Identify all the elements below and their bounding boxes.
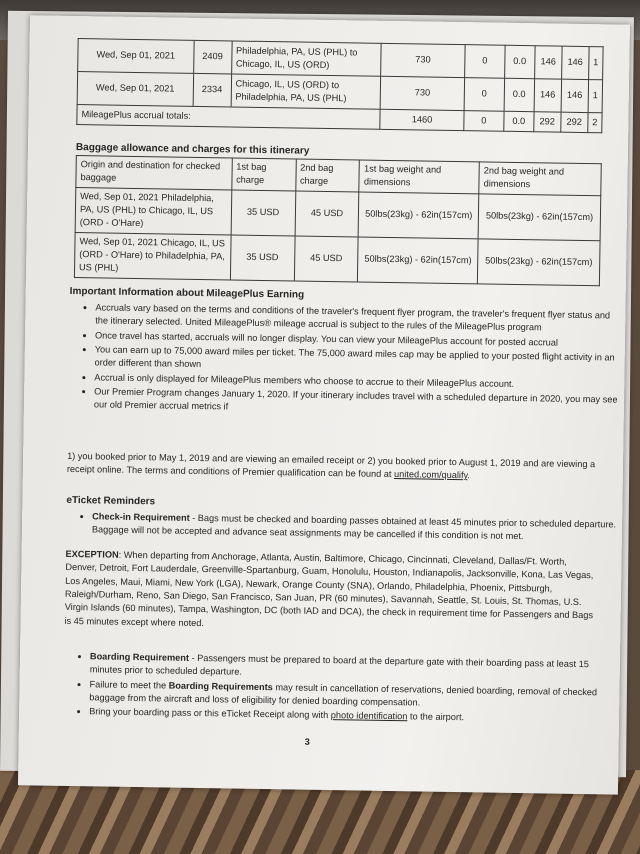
list-item: • Accruals vary based on the terms and conditions of the traveler's frequent flyer program, the traveler's frequent flyer status and the itinerary selected. United MileagePlus® mileage accrual is subject to the rules of the MileagePlus program — [95, 301, 625, 336]
flight-miles: 730 — [380, 76, 464, 110]
column-header: 1st bag charge — [231, 158, 295, 191]
first-bag-charge: 35 USD — [230, 235, 295, 281]
flight-value: 146 — [561, 46, 588, 79]
boarding-label: Boarding Requirement — [89, 651, 190, 663]
totals-value: 292 — [534, 112, 561, 132]
table-row — [74, 232, 600, 285]
flight-value: 0.0 — [504, 78, 534, 111]
bring-text-start: Bring your boarding pass or this eTicket Receipt along with — [89, 706, 331, 721]
failure-bold: Boarding Requirements — [168, 680, 273, 692]
second-bag-weight: 50lbs(23kg) - 62in(157cm) — [478, 239, 601, 286]
list-item: • Accrual is only displayed for MileagePlus members who choose to accrue to their MileagePlus account. — [94, 371, 624, 393]
flight-date: Wed, Sep 01, 2021 — [77, 72, 193, 107]
flight-number: 2409 — [193, 40, 231, 74]
totals-value: 0 — [464, 111, 504, 132]
totals-value: 292 — [561, 112, 588, 132]
flight-value: 0 — [464, 78, 504, 112]
photo-id-link[interactable]: photo identification — [330, 710, 408, 722]
checkin-text: - Bags must be checked and boarding passes obtained at least 45 minutes prior to scheduled departure. Baggage will not be accepted and advance seat assignments may be cancelled if this condition is not met. — [91, 512, 617, 542]
boarding-list — [63, 650, 620, 728]
qualify-link[interactable]: united.com/qualify — [394, 469, 468, 481]
totals-miles: 1460 — [380, 109, 464, 130]
flight-value: 146 — [534, 79, 561, 112]
first-bag-charge: 35 USD — [231, 190, 296, 236]
flight-value: 146 — [534, 46, 561, 79]
checkin-list — [66, 510, 622, 546]
flight-value: 1 — [588, 80, 603, 113]
flight-value: 0 — [465, 45, 505, 79]
list-item — [92, 510, 622, 545]
bring-text-end: to the airport. — [407, 711, 465, 723]
column-header: 2nd bag charge — [295, 159, 359, 192]
column-header: 2nd bag weight and dimensions — [479, 162, 601, 196]
totals-label: MileagePlus accrual totals: — [77, 105, 380, 130]
flight-route: Philadelphia, PA, US (PHL) to Chicago, IL, US (ORD) — [231, 41, 381, 76]
flight-value: 1 — [588, 47, 603, 80]
checkin-label: Check-in Requirement — [92, 511, 190, 523]
premier-note-text: 1) you booked prior to May 1, 2019 and are viewing an emailed receipt or 2) you booked prior to August 1, 2019 and are viewing a receipt online. The terms and conditions of Premier qualification can be found at — [66, 450, 596, 480]
flight-date: Wed, Sep 01, 2021 — [78, 39, 194, 74]
list-item: • Our Premier Program changes January 1, 2020. If your itinerary includes travel with a scheduled departure in 2020, you may see our old Premier accrual metrics if — [94, 385, 624, 420]
premier-note-end: . — [467, 470, 471, 481]
mileage-accrual-table — [76, 38, 603, 133]
baggage-table — [74, 155, 602, 286]
eticket-title: eTicket Reminders — [66, 494, 156, 508]
first-bag-weight: 50lbs(23kg) - 62in(157cm) — [359, 192, 479, 239]
failure-text-start: Failure to meet the — [89, 678, 169, 691]
document-page — [18, 15, 630, 794]
failure-text-end: may result in cancellation of reservations, denied boarding, removal of checked baggage from the aircraft and loss of eligibility for denied boarding compensation. — [89, 681, 598, 708]
column-header: Origin and destination for checked baggage — [76, 156, 232, 190]
totals-value: 2 — [588, 113, 603, 133]
premier-note — [67, 450, 597, 485]
exception-paragraph — [64, 548, 595, 636]
list-item: • You can earn up to 75,000 award miles per ticket. The 75,000 award miles cap may be applied to your posted flight activity in an order different than shown — [94, 343, 624, 378]
second-bag-weight: 50lbs(23kg) - 62in(157cm) — [478, 194, 601, 241]
flight-value: 146 — [561, 79, 588, 112]
bag-route: Wed, Sep 01, 2021 Chicago, IL, US (ORD - O'Hare) to Philadelphia, PA, US (PHL) — [74, 232, 230, 279]
flight-route: Chicago, IL, US (ORD) to Philadelphia, PA, US (PHL) — [231, 74, 381, 109]
flight-number: 2334 — [193, 73, 231, 107]
list-item: • Once travel has started, accruals will no longer display. You can view your MileagePlus account for posted accrual — [95, 329, 625, 351]
boarding-text: - Passengers must be prepared to board at the departure gate with their boarding pass at least 15 minutes prior to scheduled departure. — [89, 652, 589, 678]
mileage-info-title: Important Information about MileagePlus Earning — [69, 285, 305, 301]
baggage-title: Baggage allowance and charges for this itinerary — [75, 142, 310, 157]
second-bag-charge: 45 USD — [294, 236, 359, 282]
page-number: 3 — [304, 736, 310, 747]
mileage-info-list — [68, 301, 626, 421]
bag-route: Wed, Sep 01, 2021 Philadelphia, PA, US (PHL) to Chicago, IL, US (ORD - O'Hare) — [75, 187, 231, 234]
totals-value: 0.0 — [504, 111, 534, 131]
flight-miles: 730 — [381, 43, 465, 77]
exception-label: EXCEPTION — [65, 548, 119, 560]
exception-text: : When departing from Anchorage, Atlanta, Austin, Baltimore, Chicago, Cincinnati, Cleveland, Dallas/Ft. Worth, Denver, Detroit, Fort Lauderdale, Greenville-Spartanburg, Guam, Honolulu, Houston, Indianapolis, Jacksonville, Kona, Las Vegas, Los Angeles, Maui, Miami, New York (LGA), Newark, Orange County (SNA), Orlando, Philadelphia, Phoenix, Pittsburgh, Raleigh/Durham, Reno, San Diego, San Francisco, San Juan, PR (60 minutes), Savannah, Seattle, St. Louis, St. Thomas, U.S. Virgin Islands (60 minutes), Tampa, Washington, DC (both IAD and DCA), the check in requirement time for Passengers and Bags is 45 minutes except where noted. — [64, 549, 594, 628]
column-header: 1st bag weight and dimensions — [359, 160, 479, 194]
flight-value: 0.0 — [504, 45, 534, 78]
second-bag-charge: 45 USD — [295, 191, 360, 237]
first-bag-weight: 50lbs(23kg) - 62in(157cm) — [358, 237, 478, 284]
